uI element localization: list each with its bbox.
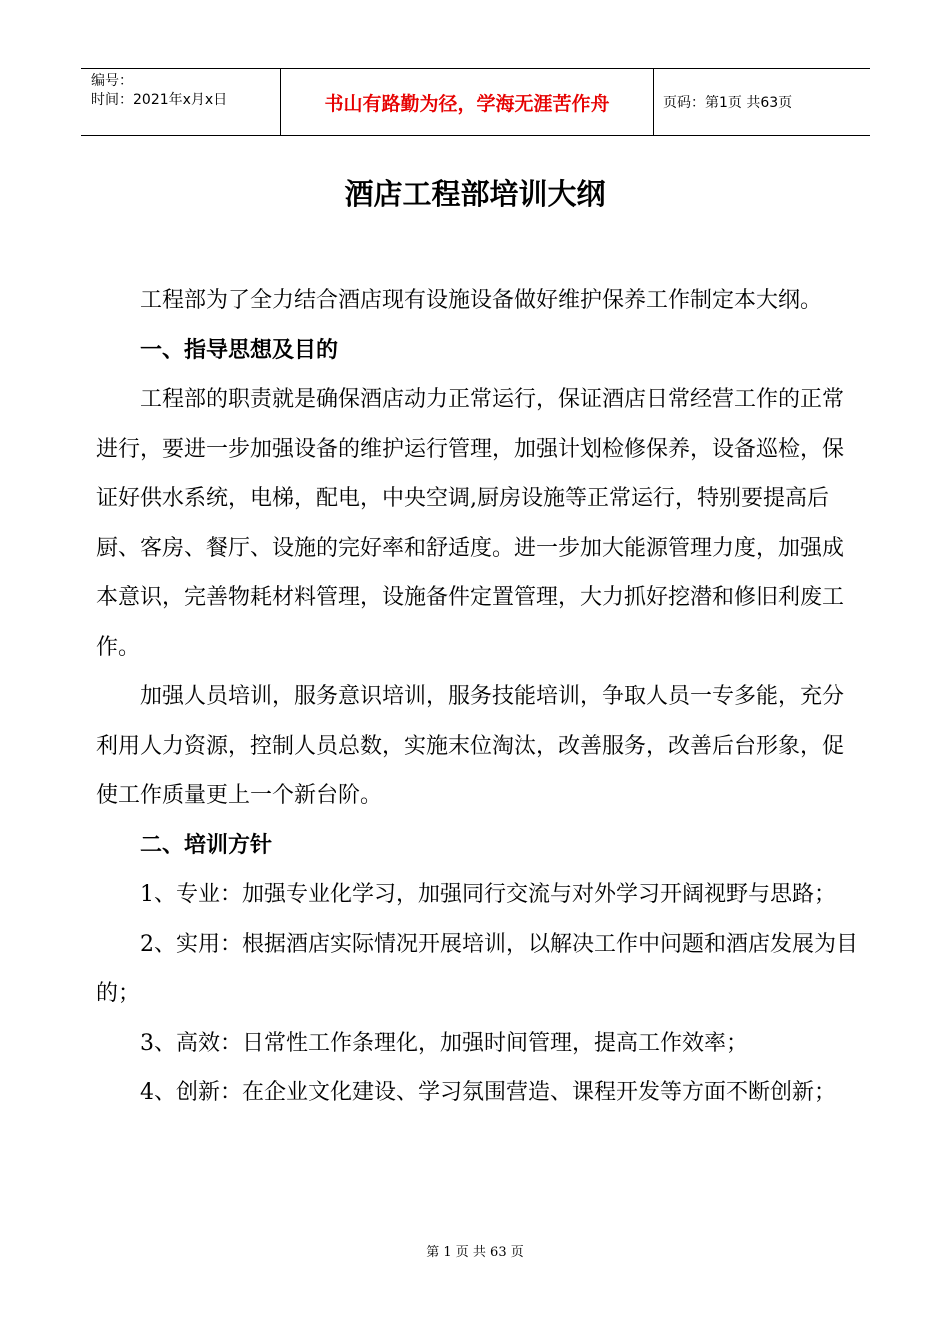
intro-paragraph: 工程部为了全力结合酒店现有设施设备做好维护保养工作制定本大纲。	[140, 288, 823, 313]
policy-item: 4、创新：在企业文化建设、学习氛围营造、课程开发等方面不断创新；	[140, 1080, 836, 1105]
policy-item: 2、实用：根据酒店实际情况开展培训，以解决工作中问题和酒店发展为目的；	[96, 931, 858, 1006]
policy-item: 1、专业：加强专业化学习，加强同行交流与对外学习开阔视野与思路；	[140, 882, 836, 907]
page-footer: 第 1 页 共 63 页	[426, 1245, 524, 1260]
section-heading-policy: 二、培训方针	[140, 832, 273, 858]
body-paragraph: 加强人员培训，服务意识培训，服务技能培训，争取人员一专多能，充分利用人力资源，控制人员总数，实施末位淘汰，改善服务，改善后台形象，促使工作质量更上一个新台阶。	[96, 684, 845, 808]
policy-item: 3、高效：日常性工作条理化，加强时间管理，提高工作效率；	[140, 1030, 748, 1056]
document-body	[96, 276, 861, 1118]
page-header	[81, 68, 870, 136]
code-label: 编号：	[91, 73, 133, 89]
time-label: 时间：2021年x月x日	[91, 92, 228, 108]
header-page-info: 页码：第1页 共63页	[663, 95, 793, 111]
section-heading-guiding: 一、指导思想及目的	[140, 337, 339, 363]
document-title: 酒店工程部培训大纲	[344, 177, 606, 211]
body-paragraph: 工程部的职责就是确保酒店动力正常运行，保证酒店日常经营工作的正常进行，要进一步加强设备的维护运行管理，加强计划检修保养，设备巡检，保证好供水系统，电梯，配电，中央空调,厨房设施等正常运行，特别要提高后厨、客房、餐厅、设施的完好率和舒适度。进一步加大能源管理力度，加强成本意识，完善物耗材料管理，设施备件定置管理，大力抓好挖潜和修旧利废工作。	[96, 387, 845, 660]
header-motto: 书山有路勤为径，学海无涯苦作舟	[281, 69, 654, 135]
header-meta-cell	[81, 69, 281, 135]
